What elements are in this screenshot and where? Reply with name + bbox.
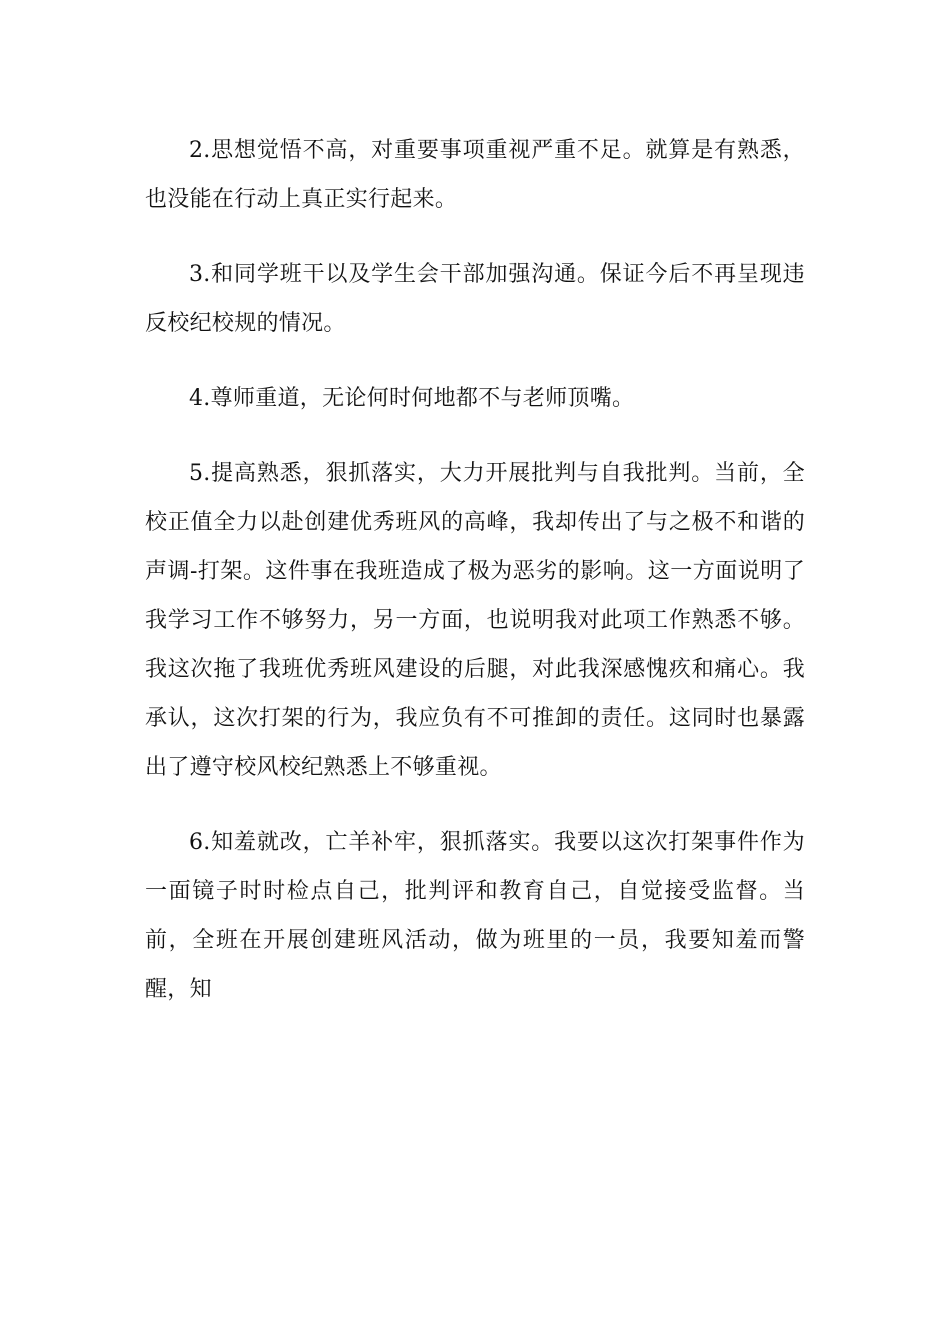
paragraph-item-5: 5.提高熟悉，狠抓落实，大力开展批判与自我批判。当前，全校正值全力以赴创建优秀班风的高峰，我却传出了与之极不和谐的声调-打架。这件事在我班造成了极为恶劣的影响。这一方面说明了我学习工作不够努力，另一方面，也说明我对此项工作熟悉不够。我这次拖了我班优秀班风建设的后腿，对此我深感愧疚和痛心。我承认，这次打架的行为，我应负有不可推卸的责任。这同时也暴露出了遵守校风校纪熟悉上不够重视。 — [145, 461, 805, 780]
paragraph-item-4: 4.尊师重道，无论何时何地都不与老师顶嘴。 — [189, 386, 635, 411]
document-body — [145, 126, 805, 1040]
paragraph-item-2: 2.思想觉悟不高，对重要事项重视严重不足。就算是有熟悉，也没能在行动上真正实行起来。 — [145, 138, 805, 212]
paragraph-item-6: 6.知羞就改，亡羊补牢，狠抓落实。我要以这次打架事件作为一面镜子时时检点自己，批判评和教育自己，自觉接受监督。当前，全班在开展创建班风活动，做为班里的一员，我要知羞而警醒，知 — [145, 830, 805, 1002]
paragraph-item-3: 3.和同学班干以及学生会干部加强沟通。保证今后不再呈现违反校纪校规的情况。 — [145, 262, 805, 336]
